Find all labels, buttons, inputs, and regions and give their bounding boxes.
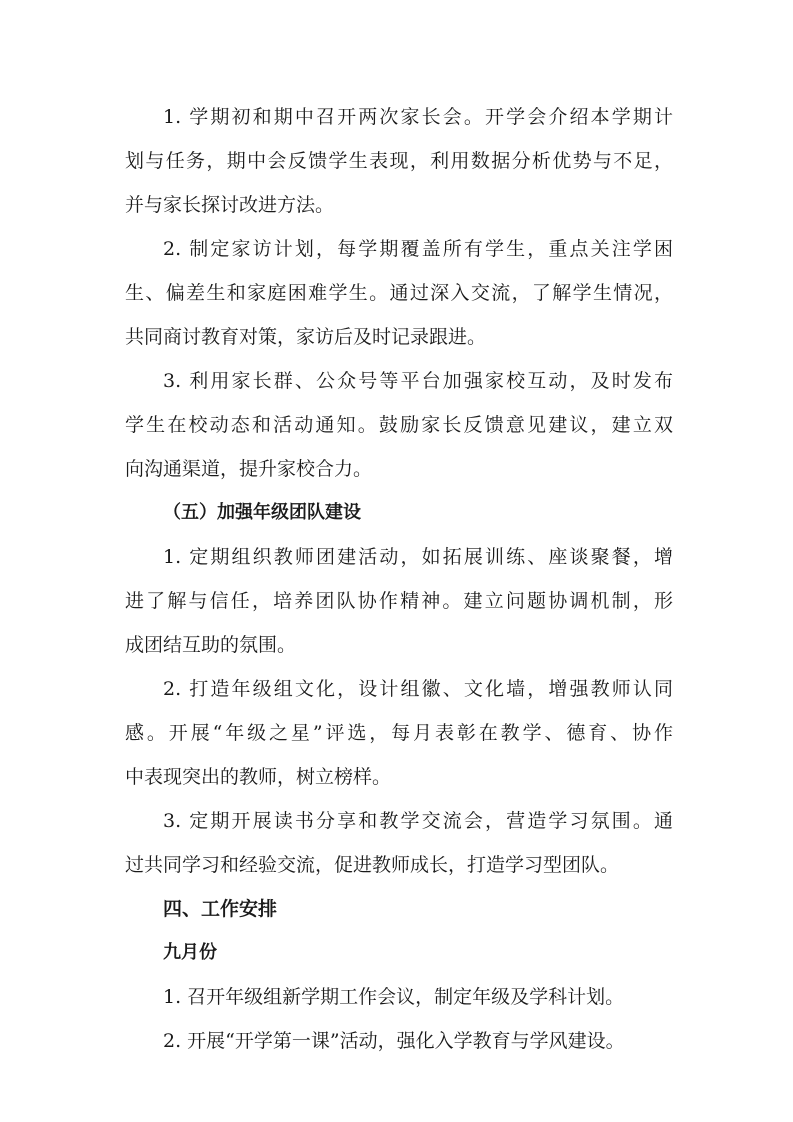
paragraph-line: 1. 召开年级组新学期工作会议，制定年级及学科计划。 (163, 986, 625, 1008)
paragraph-line: 进了解与信任，培养团队协作精神。建立问题协调机制，形 (125, 590, 673, 612)
paragraph-line: 感。开展“年级之星”评选，每月表彰在教学、德育、协作 (125, 722, 673, 744)
paragraph-line: 3. 利用家长群、公众号等平台加强家校互动，及时发布 (163, 370, 673, 392)
paragraph-line: 成团结互助的氛围。 (125, 634, 297, 656)
paragraph-line: 1. 学期初和期中召开两次家长会。开学会介绍本学期计 (163, 106, 673, 128)
paragraph-line: 2. 制定家访计划，每学期覆盖所有学生，重点关注学困 (163, 238, 673, 260)
section-subheading: （五）加强年级团队建设 (163, 502, 361, 523)
paragraph-line: 生、偏差生和家庭困难学生。通过深入交流，了解学生情况， (125, 282, 673, 304)
paragraph-line: 2. 开展“开学第一课”活动，强化入学教育与学风建设。 (163, 1030, 625, 1052)
paragraph-line: 划与任务，期中会反馈学生表现，利用数据分析优势与不足， (125, 150, 673, 172)
paragraph-line: 学生在校动态和活动通知。鼓励家长反馈意见建议，建立双 (125, 414, 673, 436)
paragraph-line: 过共同学习和经验交流，促进教师成长，打造学习型团队。 (125, 854, 620, 876)
month-heading: 九月份 (163, 942, 217, 963)
paragraph-line: 共同商讨教育对策，家访后及时记录跟进。 (125, 326, 487, 348)
paragraph-line: 并与家长探讨改进方法。 (125, 194, 335, 216)
paragraph-line: 3. 定期开展读书分享和教学交流会，营造学习氛围。通 (163, 810, 673, 832)
paragraph-line: 中表现突出的教师，树立榜样。 (125, 766, 392, 788)
paragraph-line: 向沟通渠道，提升家校合力。 (125, 458, 373, 480)
section-heading: 四、工作安排 (163, 898, 278, 920)
paragraph-line: 1. 定期组织教师团建活动，如拓展训练、座谈聚餐，增 (163, 546, 673, 568)
paragraph-line: 2. 打造年级组文化，设计组徽、文化墙，增强教师认同 (163, 678, 673, 700)
